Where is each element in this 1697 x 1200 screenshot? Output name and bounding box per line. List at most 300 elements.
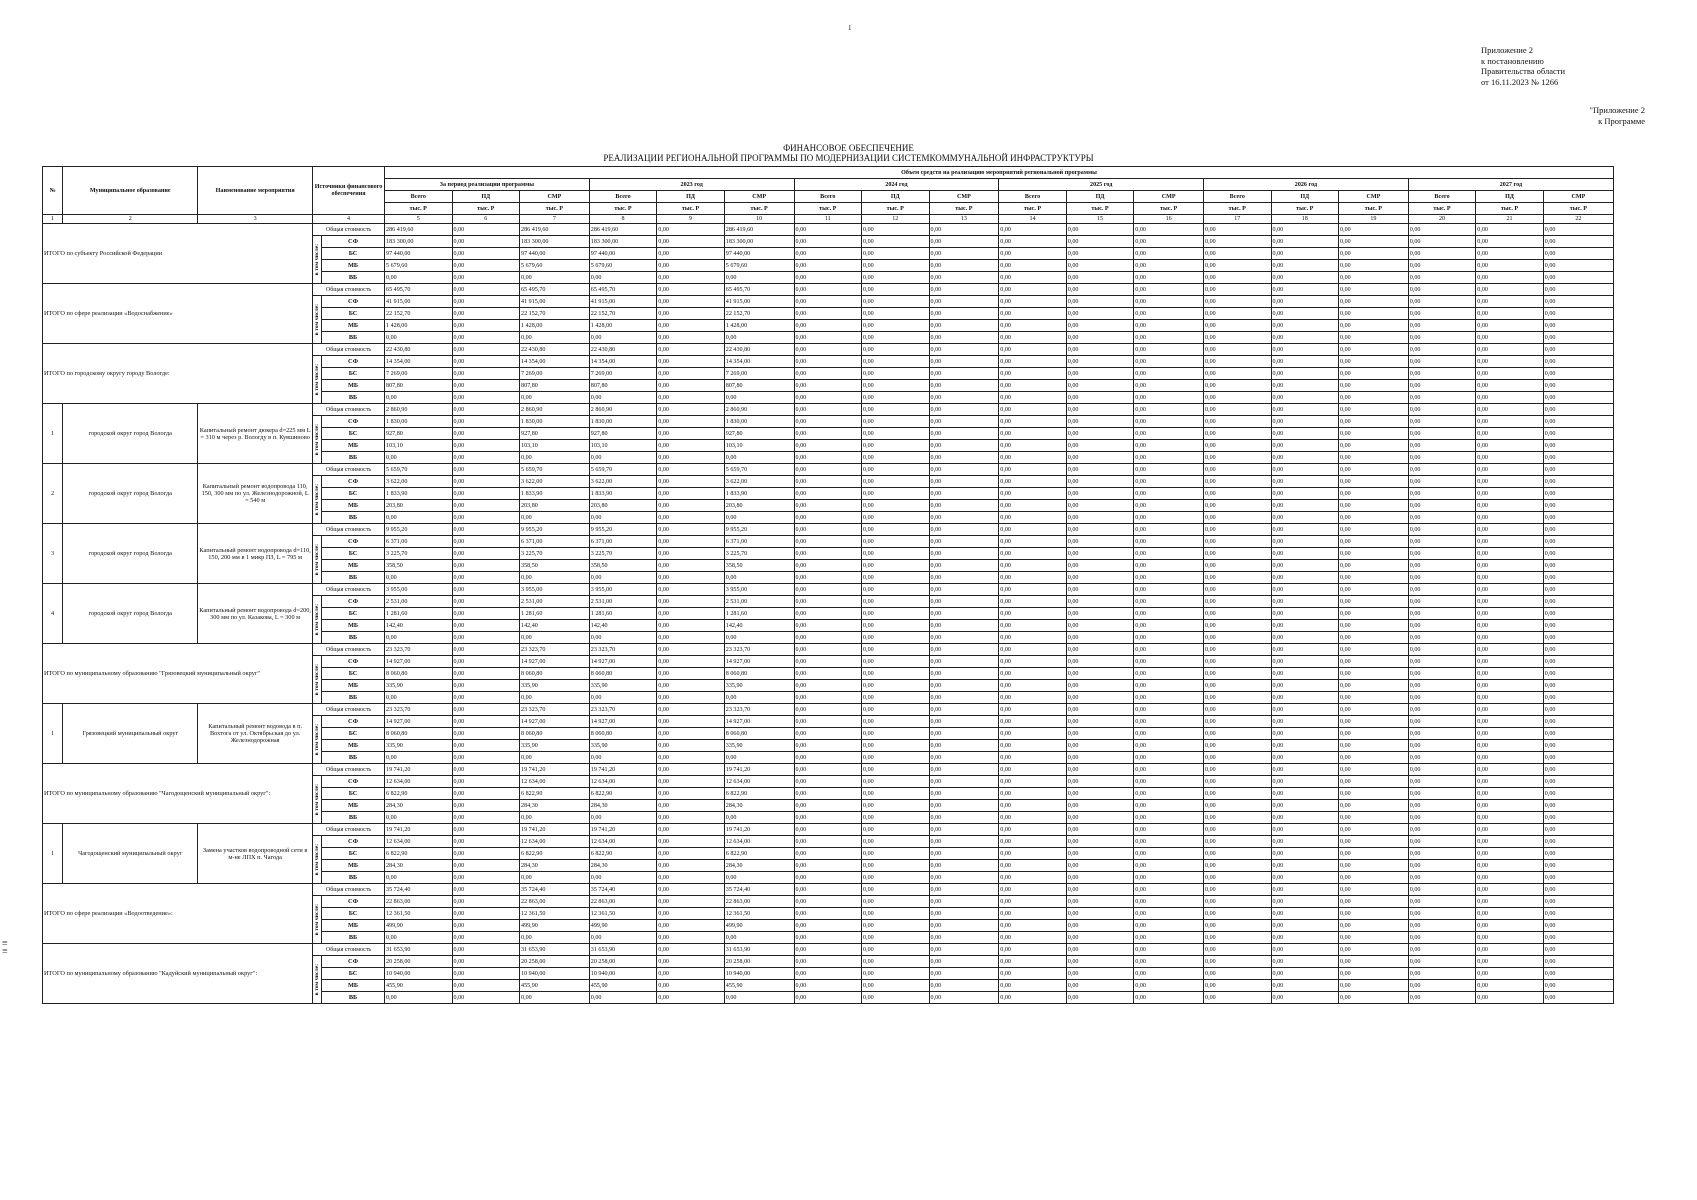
zero-cell: 0,00 xyxy=(1476,920,1544,932)
zero-cell: 0,00 xyxy=(1339,404,1409,416)
value-cell: 0,00 xyxy=(452,236,520,248)
zero-cell: 0,00 xyxy=(1339,704,1409,716)
table-row xyxy=(43,224,1614,236)
value-cell: 0,00 xyxy=(452,500,520,512)
zero-cell: 0,00 xyxy=(1543,428,1613,440)
zero-cell: 0,00 xyxy=(999,920,1067,932)
zero-cell: 0,00 xyxy=(1408,668,1476,680)
value-cell: 23 323,70 xyxy=(589,704,657,716)
zero-cell: 0,00 xyxy=(999,656,1067,668)
zero-cell: 0,00 xyxy=(1204,548,1272,560)
zero-cell: 0,00 xyxy=(999,944,1067,956)
including-label xyxy=(313,476,322,524)
zero-cell: 0,00 xyxy=(1066,452,1134,464)
value-cell: 927,80 xyxy=(724,428,794,440)
item-measure: Замена участков водопроводной сети в м-не ЛПХ п. Чагода xyxy=(198,824,313,884)
zero-cell: 0,00 xyxy=(1134,860,1204,872)
zero-cell: 0,00 xyxy=(999,368,1067,380)
total-cost-label: Общая стоимость xyxy=(313,284,385,296)
value-cell: 31 653,90 xyxy=(724,944,794,956)
zero-cell: 0,00 xyxy=(794,932,862,944)
value-cell: 0,00 xyxy=(385,272,453,284)
value-cell: 358,50 xyxy=(724,560,794,572)
zero-cell: 0,00 xyxy=(1066,368,1134,380)
zero-cell: 0,00 xyxy=(1271,572,1339,584)
item-municipality: городской округ город Вологда xyxy=(63,524,198,584)
value-cell: 0,00 xyxy=(657,776,725,788)
zero-cell: 0,00 xyxy=(1339,956,1409,968)
zero-cell: 0,00 xyxy=(862,296,930,308)
item-municipality: Чагодощенский муниципальный округ xyxy=(63,824,198,884)
value-cell: 1 830,00 xyxy=(385,416,453,428)
appendix2-line: "Приложение 2 xyxy=(1589,105,1645,115)
zero-cell: 0,00 xyxy=(794,452,862,464)
header-unit: тыс. Р xyxy=(1204,203,1272,215)
table-row xyxy=(43,344,1614,356)
zero-cell: 0,00 xyxy=(1339,872,1409,884)
table-row xyxy=(43,284,1614,296)
zero-cell: 0,00 xyxy=(862,380,930,392)
zero-cell: 0,00 xyxy=(1271,404,1339,416)
value-cell: 0,00 xyxy=(452,464,520,476)
header-col: ПД xyxy=(657,191,725,203)
zero-cell: 0,00 xyxy=(1066,248,1134,260)
zero-cell: 0,00 xyxy=(794,248,862,260)
value-cell: 3 955,00 xyxy=(520,584,590,596)
zero-cell: 0,00 xyxy=(1204,500,1272,512)
zero-cell: 0,00 xyxy=(1543,896,1613,908)
zero-cell: 0,00 xyxy=(929,332,999,344)
value-cell: 14 927,00 xyxy=(724,656,794,668)
value-cell: 23 323,70 xyxy=(724,704,794,716)
item-number: 1 xyxy=(43,704,63,764)
zero-cell: 0,00 xyxy=(794,668,862,680)
zero-cell: 0,00 xyxy=(1543,560,1613,572)
zero-cell: 0,00 xyxy=(1476,752,1544,764)
zero-cell: 0,00 xyxy=(1271,644,1339,656)
value-cell: 0,00 xyxy=(520,512,590,524)
zero-cell: 0,00 xyxy=(1066,944,1134,956)
zero-cell: 0,00 xyxy=(794,824,862,836)
value-cell: 0,00 xyxy=(520,812,590,824)
value-cell: 0,00 xyxy=(452,992,520,1004)
value-cell: 0,00 xyxy=(657,812,725,824)
value-cell: 0,00 xyxy=(452,404,520,416)
zero-cell: 0,00 xyxy=(1066,836,1134,848)
zero-cell: 0,00 xyxy=(1066,272,1134,284)
value-cell: 0,00 xyxy=(657,692,725,704)
zero-cell: 0,00 xyxy=(794,320,862,332)
zero-cell: 0,00 xyxy=(1204,620,1272,632)
zero-cell: 0,00 xyxy=(794,368,862,380)
value-cell: 3 225,70 xyxy=(385,548,453,560)
zero-cell: 0,00 xyxy=(1066,236,1134,248)
value-cell: 0,00 xyxy=(724,632,794,644)
header-col: СМР xyxy=(520,191,590,203)
zero-cell: 0,00 xyxy=(862,884,930,896)
zero-cell: 0,00 xyxy=(862,440,930,452)
zero-cell: 0,00 xyxy=(999,332,1067,344)
zero-cell: 0,00 xyxy=(1134,248,1204,260)
value-cell: 0,00 xyxy=(452,416,520,428)
zero-cell: 0,00 xyxy=(1271,320,1339,332)
column-number: 17 xyxy=(1204,215,1272,224)
zero-cell: 0,00 xyxy=(1476,716,1544,728)
zero-cell: 0,00 xyxy=(929,284,999,296)
value-cell: 0,00 xyxy=(657,872,725,884)
value-cell: 0,00 xyxy=(520,392,590,404)
total-cost-label: Общая стоимость xyxy=(313,224,385,236)
zero-cell: 0,00 xyxy=(1408,404,1476,416)
zero-cell: 0,00 xyxy=(1134,428,1204,440)
zero-cell: 0,00 xyxy=(1204,296,1272,308)
source-code: МБ xyxy=(322,320,385,332)
zero-cell: 0,00 xyxy=(1543,368,1613,380)
value-cell: 14 927,00 xyxy=(589,716,657,728)
zero-cell: 0,00 xyxy=(794,236,862,248)
value-cell: 22 863,00 xyxy=(589,896,657,908)
value-cell: 0,00 xyxy=(657,728,725,740)
zero-cell: 0,00 xyxy=(1543,248,1613,260)
zero-cell: 0,00 xyxy=(1134,572,1204,584)
value-cell: 286 419,60 xyxy=(520,224,590,236)
zero-cell: 0,00 xyxy=(862,944,930,956)
zero-cell: 0,00 xyxy=(1066,752,1134,764)
zero-cell: 0,00 xyxy=(1543,800,1613,812)
zero-cell: 0,00 xyxy=(1543,500,1613,512)
zero-cell: 0,00 xyxy=(1339,656,1409,668)
zero-cell: 0,00 xyxy=(1543,704,1613,716)
zero-cell: 0,00 xyxy=(862,644,930,656)
zero-cell: 0,00 xyxy=(1543,452,1613,464)
value-cell: 0,00 xyxy=(452,356,520,368)
value-cell: 0,00 xyxy=(385,332,453,344)
zero-cell: 0,00 xyxy=(1204,656,1272,668)
zero-cell: 0,00 xyxy=(794,356,862,368)
zero-cell: 0,00 xyxy=(1066,800,1134,812)
zero-cell: 0,00 xyxy=(1543,260,1613,272)
zero-cell: 0,00 xyxy=(1543,980,1613,992)
zero-cell: 0,00 xyxy=(1066,512,1134,524)
zero-cell: 0,00 xyxy=(1476,884,1544,896)
table-row xyxy=(43,644,1614,656)
value-cell: 2 531,00 xyxy=(520,596,590,608)
appendix2-line: к Программе xyxy=(1598,115,1645,126)
zero-cell: 0,00 xyxy=(862,488,930,500)
value-cell: 0,00 xyxy=(657,920,725,932)
value-cell: 142,40 xyxy=(520,620,590,632)
value-cell: 0,00 xyxy=(452,704,520,716)
zero-cell: 0,00 xyxy=(1408,752,1476,764)
zero-cell: 0,00 xyxy=(1408,740,1476,752)
value-cell: 0,00 xyxy=(657,800,725,812)
value-cell: 35 724,40 xyxy=(520,884,590,896)
including-text: в том числе: xyxy=(314,423,321,456)
zero-cell: 0,00 xyxy=(1543,812,1613,824)
value-cell: 0,00 xyxy=(452,692,520,704)
zero-cell: 0,00 xyxy=(1339,776,1409,788)
zero-cell: 0,00 xyxy=(1543,992,1613,1004)
zero-cell: 0,00 xyxy=(1271,308,1339,320)
zero-cell: 0,00 xyxy=(1066,260,1134,272)
header-unit: тыс. Р xyxy=(724,203,794,215)
zero-cell: 0,00 xyxy=(862,716,930,728)
zero-cell: 0,00 xyxy=(862,548,930,560)
zero-cell: 0,00 xyxy=(1543,620,1613,632)
value-cell: 0,00 xyxy=(452,536,520,548)
value-cell: 23 323,70 xyxy=(520,644,590,656)
value-cell: 0,00 xyxy=(452,680,520,692)
value-cell: 35 724,40 xyxy=(385,884,453,896)
zero-cell: 0,00 xyxy=(862,620,930,632)
zero-cell: 0,00 xyxy=(1066,572,1134,584)
zero-cell: 0,00 xyxy=(929,632,999,644)
zero-cell: 0,00 xyxy=(1204,860,1272,872)
zero-cell: 0,00 xyxy=(862,704,930,716)
zero-cell: 0,00 xyxy=(1271,488,1339,500)
zero-cell: 0,00 xyxy=(1408,896,1476,908)
zero-cell: 0,00 xyxy=(862,908,930,920)
zero-cell: 0,00 xyxy=(1134,932,1204,944)
source-code: МБ xyxy=(322,500,385,512)
zero-cell: 0,00 xyxy=(1476,476,1544,488)
zero-cell: 0,00 xyxy=(929,704,999,716)
including-label xyxy=(313,956,322,1004)
value-cell: 335,90 xyxy=(520,680,590,692)
source-code: ВБ xyxy=(322,332,385,344)
zero-cell: 0,00 xyxy=(1476,872,1544,884)
zero-cell: 0,00 xyxy=(1204,812,1272,824)
source-code: МБ xyxy=(322,680,385,692)
zero-cell: 0,00 xyxy=(1271,368,1339,380)
value-cell: 0,00 xyxy=(452,608,520,620)
zero-cell: 0,00 xyxy=(1476,644,1544,656)
value-cell: 0,00 xyxy=(657,260,725,272)
value-cell: 5 679,60 xyxy=(520,260,590,272)
zero-cell: 0,00 xyxy=(999,560,1067,572)
value-cell: 6 822,90 xyxy=(724,788,794,800)
header-period: 2023 год xyxy=(589,179,794,191)
zero-cell: 0,00 xyxy=(999,236,1067,248)
zero-cell: 0,00 xyxy=(929,428,999,440)
zero-cell: 0,00 xyxy=(1066,740,1134,752)
zero-cell: 0,00 xyxy=(1271,260,1339,272)
zero-cell: 0,00 xyxy=(999,440,1067,452)
value-cell: 0,00 xyxy=(657,764,725,776)
zero-cell: 0,00 xyxy=(1476,356,1544,368)
zero-cell: 0,00 xyxy=(794,584,862,596)
table-body xyxy=(43,224,1614,1004)
value-cell: 0,00 xyxy=(657,896,725,908)
zero-cell: 0,00 xyxy=(1204,428,1272,440)
zero-cell: 0,00 xyxy=(1408,476,1476,488)
source-code: СФ xyxy=(322,956,385,968)
value-cell: 0,00 xyxy=(385,992,453,1004)
zero-cell: 0,00 xyxy=(929,908,999,920)
table-row xyxy=(43,764,1614,776)
value-cell: 203,80 xyxy=(724,500,794,512)
zero-cell: 0,00 xyxy=(1543,632,1613,644)
header-col: Всего xyxy=(1408,191,1476,203)
value-cell: 9 955,20 xyxy=(724,524,794,536)
zero-cell: 0,00 xyxy=(929,992,999,1004)
zero-cell: 0,00 xyxy=(1339,848,1409,860)
zero-cell: 0,00 xyxy=(1271,848,1339,860)
zero-cell: 0,00 xyxy=(1204,560,1272,572)
zero-cell: 0,00 xyxy=(1134,320,1204,332)
column-number: 13 xyxy=(929,215,999,224)
value-cell: 358,50 xyxy=(520,560,590,572)
zero-cell: 0,00 xyxy=(1476,368,1544,380)
zero-cell: 0,00 xyxy=(999,248,1067,260)
zero-cell: 0,00 xyxy=(1271,752,1339,764)
zero-cell: 0,00 xyxy=(794,896,862,908)
zero-cell: 0,00 xyxy=(1543,956,1613,968)
zero-cell: 0,00 xyxy=(1476,836,1544,848)
zero-cell: 0,00 xyxy=(1271,596,1339,608)
value-cell: 0,00 xyxy=(657,716,725,728)
zero-cell: 0,00 xyxy=(1204,284,1272,296)
zero-cell: 0,00 xyxy=(1134,464,1204,476)
zero-cell: 0,00 xyxy=(1339,632,1409,644)
zero-cell: 0,00 xyxy=(1408,644,1476,656)
zero-cell: 0,00 xyxy=(1134,656,1204,668)
zero-cell: 0,00 xyxy=(999,704,1067,716)
zero-cell: 0,00 xyxy=(1066,776,1134,788)
zero-cell: 0,00 xyxy=(1408,884,1476,896)
value-cell: 1 833,90 xyxy=(589,488,657,500)
zero-cell: 0,00 xyxy=(1134,668,1204,680)
value-cell: 0,00 xyxy=(452,908,520,920)
value-cell: 0,00 xyxy=(452,740,520,752)
item-measure: Капитальный ремонт водопровода 110, 150, 300 мм по ул. Железнодорожной, L = 540 м xyxy=(198,464,313,524)
header-col: ПД xyxy=(452,191,520,203)
value-cell: 6 822,90 xyxy=(520,788,590,800)
zero-cell: 0,00 xyxy=(1339,236,1409,248)
zero-cell: 0,00 xyxy=(1339,668,1409,680)
column-number: 14 xyxy=(999,215,1067,224)
zero-cell: 0,00 xyxy=(1066,992,1134,1004)
zero-cell: 0,00 xyxy=(929,404,999,416)
value-cell: 1 281,60 xyxy=(589,608,657,620)
value-cell: 807,80 xyxy=(724,380,794,392)
zero-cell: 0,00 xyxy=(1271,788,1339,800)
zero-cell: 0,00 xyxy=(1408,428,1476,440)
value-cell: 0,00 xyxy=(452,764,520,776)
zero-cell: 0,00 xyxy=(1408,572,1476,584)
zero-cell: 0,00 xyxy=(1339,584,1409,596)
value-cell: 807,80 xyxy=(385,380,453,392)
value-cell: 183 300,00 xyxy=(724,236,794,248)
value-cell: 97 440,00 xyxy=(520,248,590,260)
header-col: ПД xyxy=(1476,191,1544,203)
zero-cell: 0,00 xyxy=(1271,920,1339,932)
zero-cell: 0,00 xyxy=(1408,620,1476,632)
header-unit: тыс. Р xyxy=(1476,203,1544,215)
item-number: 3 xyxy=(43,524,63,584)
zero-cell: 0,00 xyxy=(1204,908,1272,920)
zero-cell: 0,00 xyxy=(1134,680,1204,692)
zero-cell: 0,00 xyxy=(929,248,999,260)
zero-cell: 0,00 xyxy=(862,896,930,908)
value-cell: 0,00 xyxy=(589,812,657,824)
zero-cell: 0,00 xyxy=(1408,524,1476,536)
zero-cell: 0,00 xyxy=(1271,716,1339,728)
zero-cell: 0,00 xyxy=(1476,728,1544,740)
zero-cell: 0,00 xyxy=(862,572,930,584)
zero-cell: 0,00 xyxy=(1543,416,1613,428)
value-cell: 22 152,70 xyxy=(589,308,657,320)
zero-cell: 0,00 xyxy=(1476,656,1544,668)
including-text: в том числе: xyxy=(314,723,321,756)
including-text: в том числе: xyxy=(314,903,321,936)
zero-cell: 0,00 xyxy=(1339,224,1409,236)
source-code: МБ xyxy=(322,980,385,992)
value-cell: 0,00 xyxy=(657,860,725,872)
value-cell: 22 863,00 xyxy=(724,896,794,908)
zero-cell: 0,00 xyxy=(1339,596,1409,608)
zero-cell: 0,00 xyxy=(862,596,930,608)
total-cost-label: Общая стоимость xyxy=(313,584,385,596)
zero-cell: 0,00 xyxy=(1271,836,1339,848)
source-code: ВБ xyxy=(322,692,385,704)
zero-cell: 0,00 xyxy=(1543,848,1613,860)
zero-cell: 0,00 xyxy=(1271,392,1339,404)
value-cell: 0,00 xyxy=(452,584,520,596)
source-code: МБ xyxy=(322,620,385,632)
value-cell: 0,00 xyxy=(520,932,590,944)
zero-cell: 0,00 xyxy=(1476,956,1544,968)
zero-cell: 0,00 xyxy=(929,320,999,332)
zero-cell: 0,00 xyxy=(862,668,930,680)
zero-cell: 0,00 xyxy=(1408,284,1476,296)
zero-cell: 0,00 xyxy=(1134,560,1204,572)
zero-cell: 0,00 xyxy=(1204,980,1272,992)
value-cell: 3 955,00 xyxy=(724,584,794,596)
zero-cell: 0,00 xyxy=(1543,728,1613,740)
value-cell: 0,00 xyxy=(657,392,725,404)
zero-cell: 0,00 xyxy=(929,932,999,944)
value-cell: 203,80 xyxy=(520,500,590,512)
value-cell: 0,00 xyxy=(657,404,725,416)
header-unit: тыс. Р xyxy=(1271,203,1339,215)
value-cell: 0,00 xyxy=(657,524,725,536)
zero-cell: 0,00 xyxy=(1339,944,1409,956)
value-cell: 284,30 xyxy=(589,800,657,812)
value-cell: 2 860,90 xyxy=(385,404,453,416)
zero-cell: 0,00 xyxy=(794,920,862,932)
value-cell: 335,90 xyxy=(724,740,794,752)
zero-cell: 0,00 xyxy=(1476,992,1544,1004)
zero-cell: 0,00 xyxy=(1271,680,1339,692)
zero-cell: 0,00 xyxy=(929,452,999,464)
source-code: СФ xyxy=(322,476,385,488)
zero-cell: 0,00 xyxy=(1339,728,1409,740)
zero-cell: 0,00 xyxy=(1271,872,1339,884)
zero-cell: 0,00 xyxy=(1271,692,1339,704)
zero-cell: 0,00 xyxy=(1271,620,1339,632)
value-cell: 0,00 xyxy=(657,512,725,524)
zero-cell: 0,00 xyxy=(1204,344,1272,356)
zero-cell: 0,00 xyxy=(1134,812,1204,824)
value-cell: 0,00 xyxy=(589,872,657,884)
zero-cell: 0,00 xyxy=(1543,596,1613,608)
zero-cell: 0,00 xyxy=(1408,296,1476,308)
column-number: 3 xyxy=(198,215,313,224)
zero-cell: 0,00 xyxy=(1134,476,1204,488)
zero-cell: 0,00 xyxy=(1066,356,1134,368)
zero-cell: 0,00 xyxy=(794,968,862,980)
